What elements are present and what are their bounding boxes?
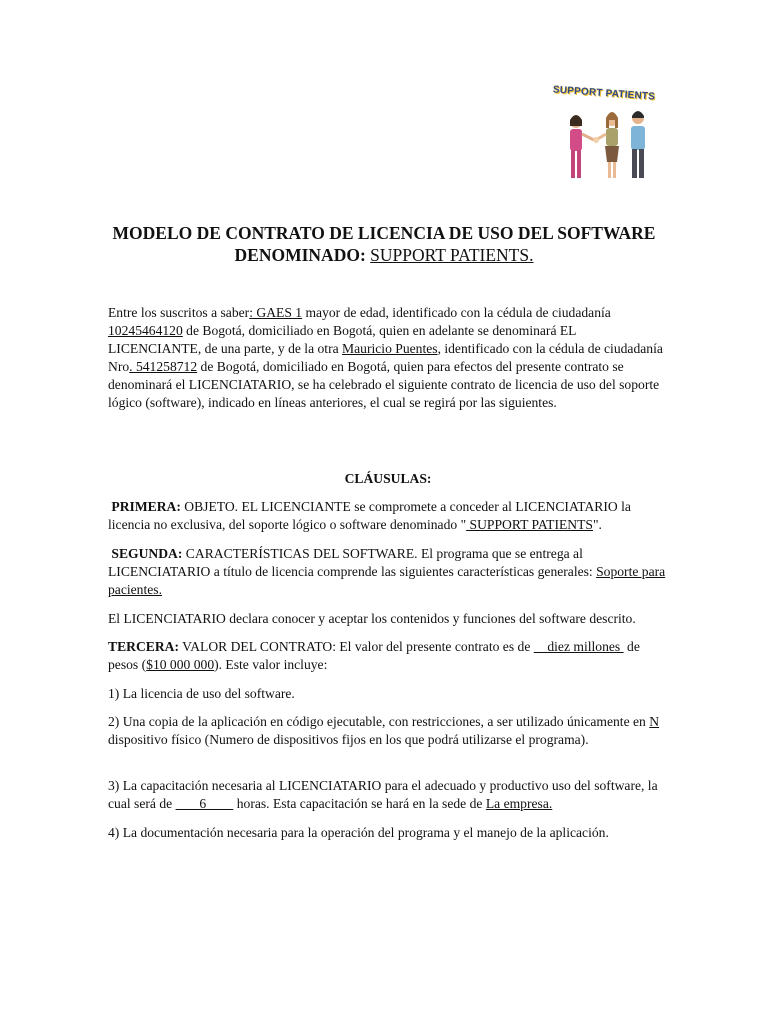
item-2: [108, 713, 668, 749]
licensee-name: Mauricio Puentes: [342, 341, 438, 356]
item-2-text-a: 2) Una copia de la aplicación en código ejecutable, con restricciones, a ser utilizado únicamente en: [108, 714, 650, 729]
training-location: La empresa.: [485, 796, 553, 811]
training-hours: 6: [175, 796, 234, 811]
title-prefix: DENOMINADO:: [234, 245, 371, 265]
software-name: SUPPORT PATIENTS.: [370, 245, 534, 265]
licensee-id: . 541258712: [129, 359, 198, 374]
primera-label: PRIMERA:: [111, 499, 181, 514]
title-line-1: MODELO DE CONTRATO DE LICENCIA DE USO DEL SOFTWARE: [112, 223, 656, 243]
intro-text-1: Entre los suscritos a saber: [108, 305, 250, 320]
tercera-text: VALOR DEL CONTRATO: El valor del presente contrato es de: [179, 639, 534, 654]
intro-text-2: mayor de edad, identificado con la cédula de ciudadanía: [302, 305, 611, 320]
item-3-text-a: 3) La capacitación necesaria al LICENCIATARIO para el adecuado y productivo uso del software, la cual será de: [108, 778, 658, 811]
primera-software-name: SUPPORT PATIENTS: [466, 517, 593, 532]
intro-paragraph: [108, 304, 668, 412]
support-patients-logo: [540, 84, 668, 184]
declara-paragraph: El LICENCIATARIO declara conocer y aceptar los contenidos y funciones del software descrito.: [108, 611, 636, 626]
segunda-text: CARACTERÍSTICAS DEL SOFTWARE. El programa que se entrega al LICENCIATARIO a título de licencia comprende las siguientes características generales:: [108, 546, 597, 579]
title-line-2: [108, 244, 660, 266]
segunda-characteristics: Soporte para pacientes.: [108, 564, 666, 597]
item-3-text-b: horas. Esta capacitación se hará en la sede de: [233, 796, 486, 811]
clause-tercera: [108, 638, 668, 674]
item-1: 1) La licencia de uso del software.: [108, 686, 295, 701]
amount-number: $10 000 000: [146, 657, 215, 672]
item-2-text-b: dispositivo físico (Numero de dispositivos fijos en los que podrá utilizarse el programa).: [108, 732, 589, 747]
licensor-name: : GAES 1: [249, 305, 303, 320]
logo-title: SUPPORT PATIENTS: [552, 84, 656, 103]
primera-text: OBJETO. EL LICENCIANTE se compromete a conceder al LICENCIATARIO la licencia no exclusiva, del soporte lógico o software denominado ": [108, 499, 631, 532]
document-title: [108, 222, 660, 266]
tercera-text-3: ). Este valor incluye:: [214, 657, 328, 672]
tercera-label: TERCERA:: [108, 639, 179, 654]
device-count: N: [649, 714, 660, 729]
people-handshake-illustration: [540, 84, 668, 184]
licensor-id: 10245464120: [108, 323, 183, 338]
clause-segunda: [108, 545, 668, 599]
amount-in-words: diez millones: [533, 639, 624, 654]
segunda-label: SEGUNDA:: [111, 546, 183, 561]
intro-text-5: de Bogotá, domiciliado en Bogotá, quien para efectos del presente contrato se denominará el LICENCIATARIO, se ha celebrado el siguiente contrato de licencia de uso del soporte lógico (software), indicado en líneas anteriores, el cual se regirá por las siguientes.: [108, 359, 660, 410]
tercera-text-2: de pesos (: [108, 639, 640, 672]
intro-text-3: de Bogotá, domiciliado en Bogotá, quien en adelante se denominará EL LICENCIANTE, de una parte, y de la otra: [108, 323, 576, 356]
primera-end: ".: [592, 517, 602, 532]
clausulas-heading: CLÁUSULAS:: [344, 471, 432, 486]
item-4: 4) La documentación necesaria para la operación del programa y el manejo de la aplicación.: [108, 825, 609, 840]
clause-primera: [108, 498, 668, 534]
item-3: [108, 777, 668, 813]
intro-text-4: , identificado con la cédula de ciudadanía Nro: [108, 341, 663, 374]
